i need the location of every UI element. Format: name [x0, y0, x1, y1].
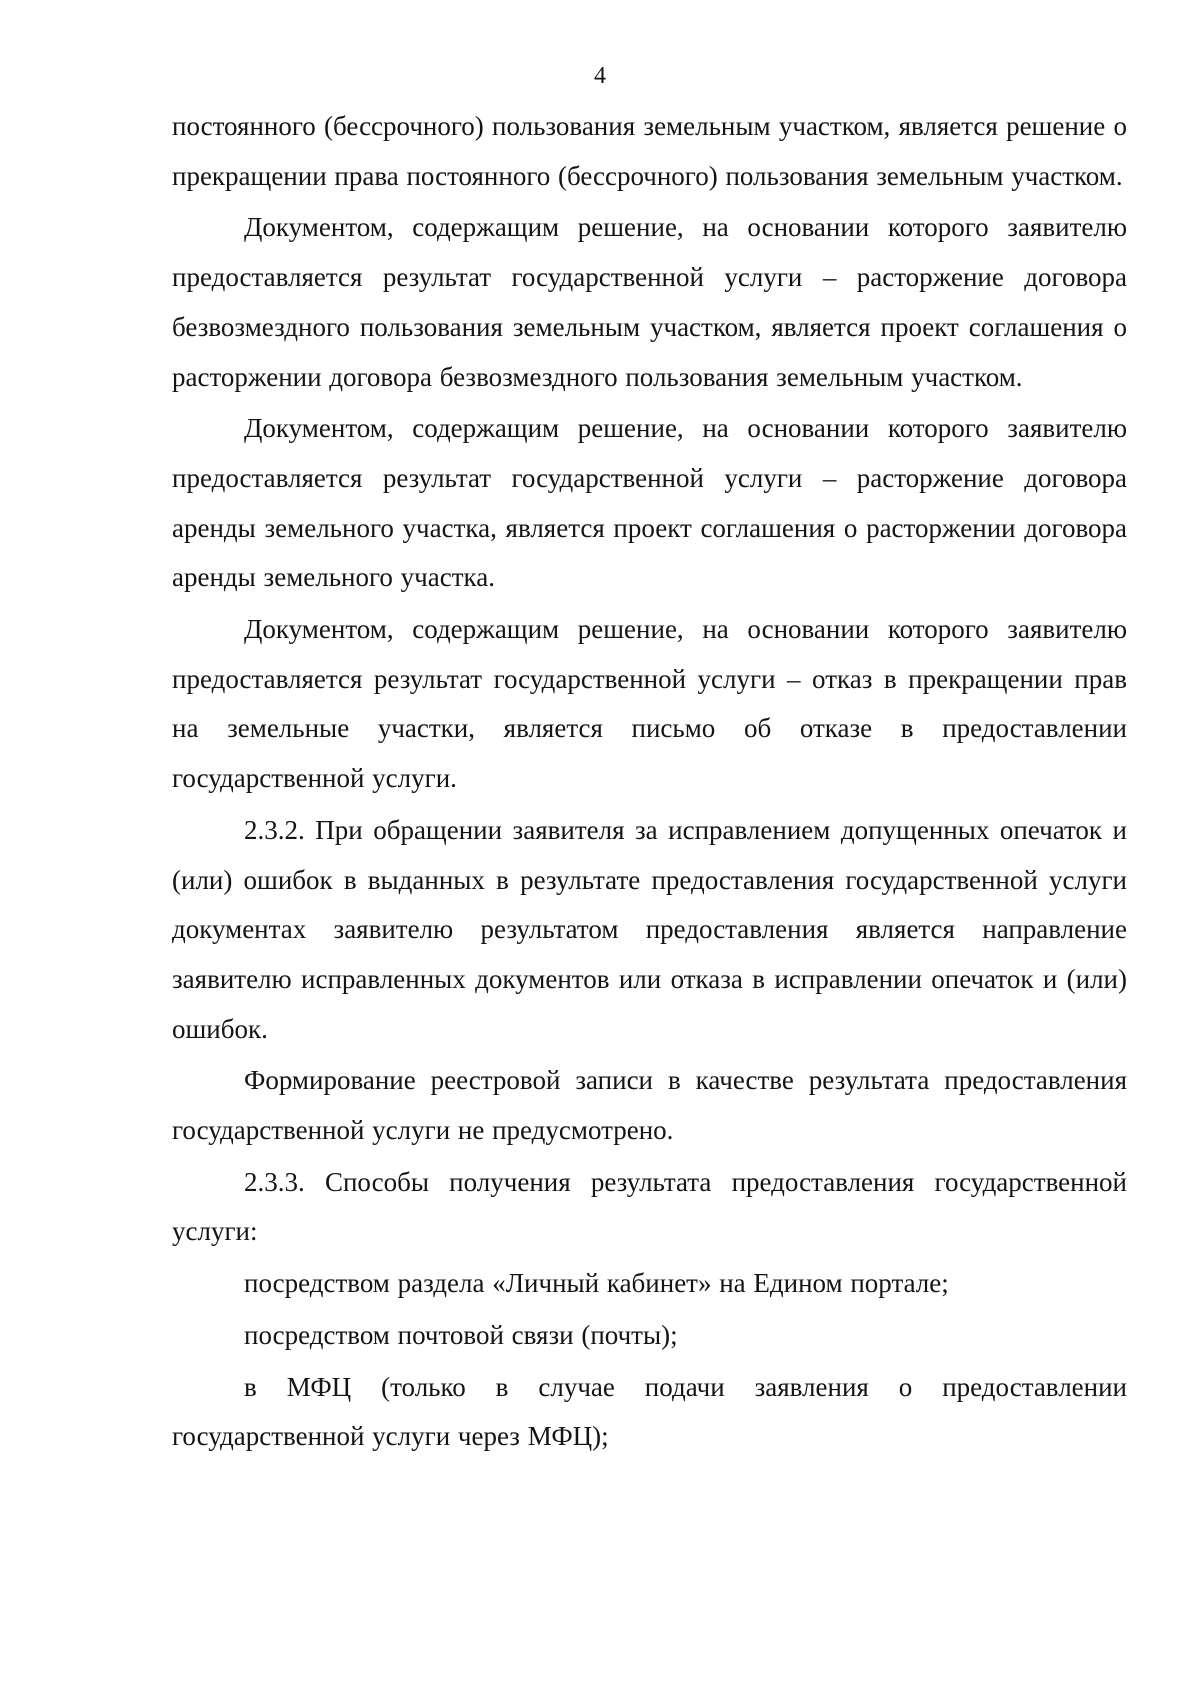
- paragraph-3: Документом, содержащим решение, на основании которого заявителю предоставляется результат государственной услуги – расторжение договора аренды земельного участка, является проект соглашения о расторжении договора аренды земельного участка.: [172, 413, 1127, 593]
- paragraph-4: Документом, содержащим решение, на основании которого заявителю предоставляется результат государственной услуги – отказ в прекращении прав на земельные участки, является письмо об отказе в предоставлении государственной услуги.: [172, 614, 1127, 794]
- paragraph-1: постоянного (бессрочного) пользования земельным участком, является решение о прекращении права постоянного (бессрочного) пользования земельным участком.: [172, 111, 1127, 191]
- list-item-mfc: в МФЦ (только в случае подачи заявления о предоставлении государственной услуги через МФЦ);: [172, 1371, 1127, 1452]
- list-item-postal: посредством почтовой связи (почты);: [244, 1319, 678, 1350]
- paragraph-6: Формирование реестровой записи в качестве результата предоставления государственной услуги не предусмотрено.: [172, 1065, 1127, 1146]
- paragraph-7: 2.3.3. Способы получения результата предоставления государственной услуги:: [172, 1166, 1127, 1247]
- page-number: 4: [594, 63, 606, 89]
- list-item-personal-cabinet: посредством раздела «Личный кабинет» на Едином портале;: [244, 1268, 949, 1299]
- document-body: [172, 102, 1127, 1464]
- paragraph-2: Документом, содержащим решение, на основании которого заявителю предоставляется результат государственной услуги – расторжение договора безвозмездного пользования земельным участком, является проект соглашения о расторжении договора безвозмездного пользования земельным участком.: [172, 212, 1127, 392]
- paragraph-5: 2.3.2. При обращении заявителя за исправлением допущенных опечаток и (или) ошибок в выданных в результате предоставления государственной услуги документах заявителю результатом предоставления является направление заявителю исправленных документов или отказа в исправлении опечаток и (или) ошибок.: [172, 814, 1127, 1044]
